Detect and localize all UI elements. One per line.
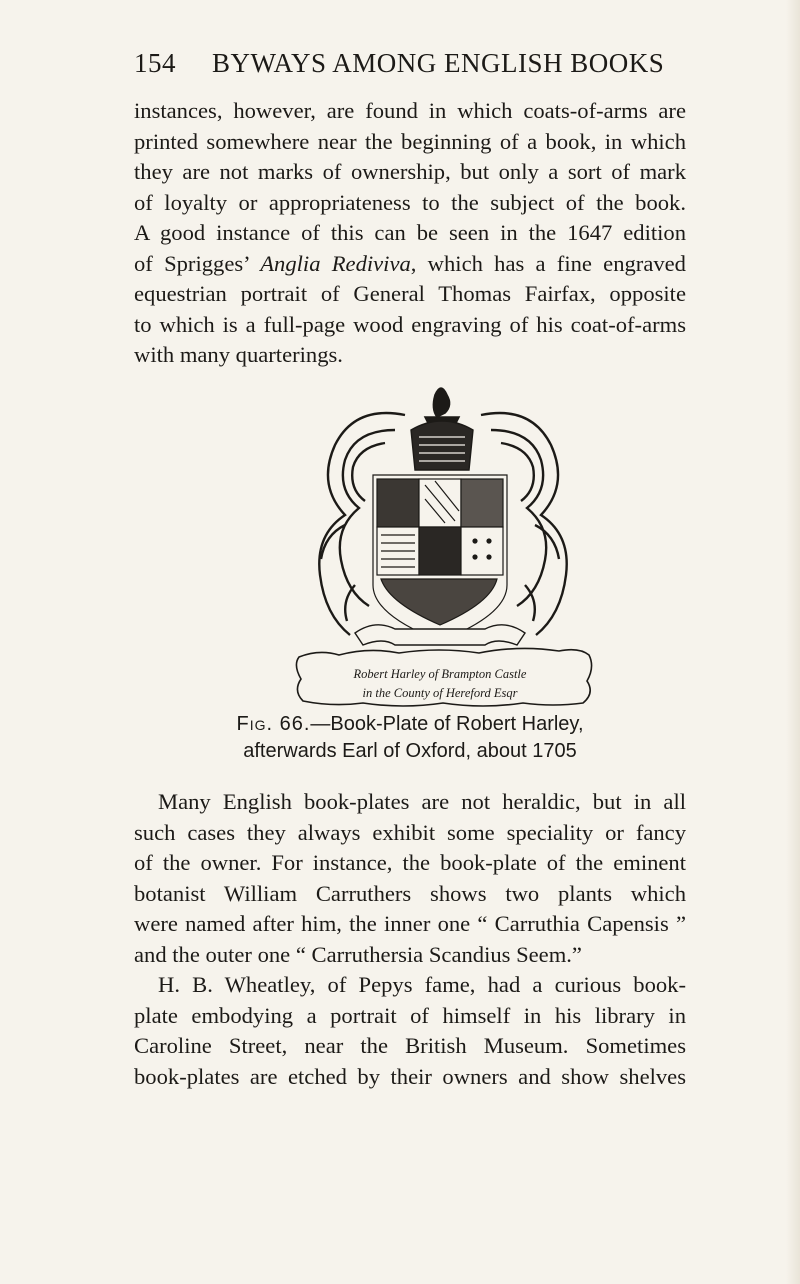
text-line-with-title: [134, 249, 686, 280]
text-line: A good instance of this can be seen in the 1647 edition: [134, 220, 686, 245]
helmet-icon: [411, 421, 473, 470]
book-title-anglia-rediviva: Anglia Rediviva: [260, 250, 411, 276]
page-edge-shadow: [786, 0, 800, 1284]
text-line: were named after him, the inner one “ Carruthia Capensis ”: [134, 911, 686, 936]
running-head: [134, 48, 694, 79]
text-line: H. B. Wheatley, of Pepys fame, had a curious book-: [158, 972, 686, 997]
running-title: BYWAYS AMONG ENGLISH BOOKS: [212, 48, 665, 78]
text-line: equestrian portrait of General Thomas Fairfax, opposite: [134, 281, 686, 306]
text-fragment: of Sprigges’: [134, 250, 249, 276]
text-line: printed somewhere near the beginning of a book, in which: [134, 128, 686, 154]
bookplate-engraving: [285, 375, 595, 710]
figure-caption: [134, 711, 686, 765]
text-line: Caroline Street, near the British Museum. Sometimes: [134, 1033, 686, 1058]
text-line: such cases they always exhibit some speciality or fancy: [134, 819, 686, 845]
paragraph-2: [134, 787, 686, 1092]
figure-label: Fig. 66.: [236, 713, 311, 735]
text-line: they are not marks of ownership, but only a sort of mark: [134, 159, 686, 184]
text-line: of the owner. For instance, the book-plate of the eminent: [134, 850, 686, 875]
text-line: instances, however, are found in which coats-of-arms are: [134, 98, 686, 123]
text-line: to which is a full-page wood engraving of his coat-of-arms: [134, 311, 686, 337]
page-number: 154: [134, 48, 176, 78]
text-fragment: , which has a fine engraved: [410, 250, 686, 276]
text-line: Many English book-plates are not heraldic, but in all: [158, 789, 686, 814]
scroll-line-1: Robert Harley of Brampton Castle: [353, 667, 527, 681]
text-line: with many quarterings.: [134, 342, 343, 367]
text-line: of loyalty or appropriateness to the subject of the book.: [134, 189, 686, 215]
text-line: book-plates are etched by their owners and show shelves: [134, 1063, 686, 1089]
text-line: botanist William Carruthers shows two plants which: [134, 880, 686, 906]
paragraph-1: [134, 96, 686, 371]
caption-text-1: —Book-Plate of Robert Harley,: [310, 713, 584, 735]
scroll-line-2: in the County of Hereford Esqr: [362, 686, 518, 700]
heraldic-shield: [373, 475, 507, 641]
crest-bird-icon: [425, 388, 459, 425]
caption-line-1: [134, 711, 686, 738]
caption-line-2: afterwards Earl of Oxford, about 1705: [243, 740, 577, 762]
text-line: plate embodying a portrait of himself in his library in: [134, 1002, 686, 1028]
text-line: and the outer one “ Carruthersia Scandius Seem.”: [134, 941, 582, 967]
